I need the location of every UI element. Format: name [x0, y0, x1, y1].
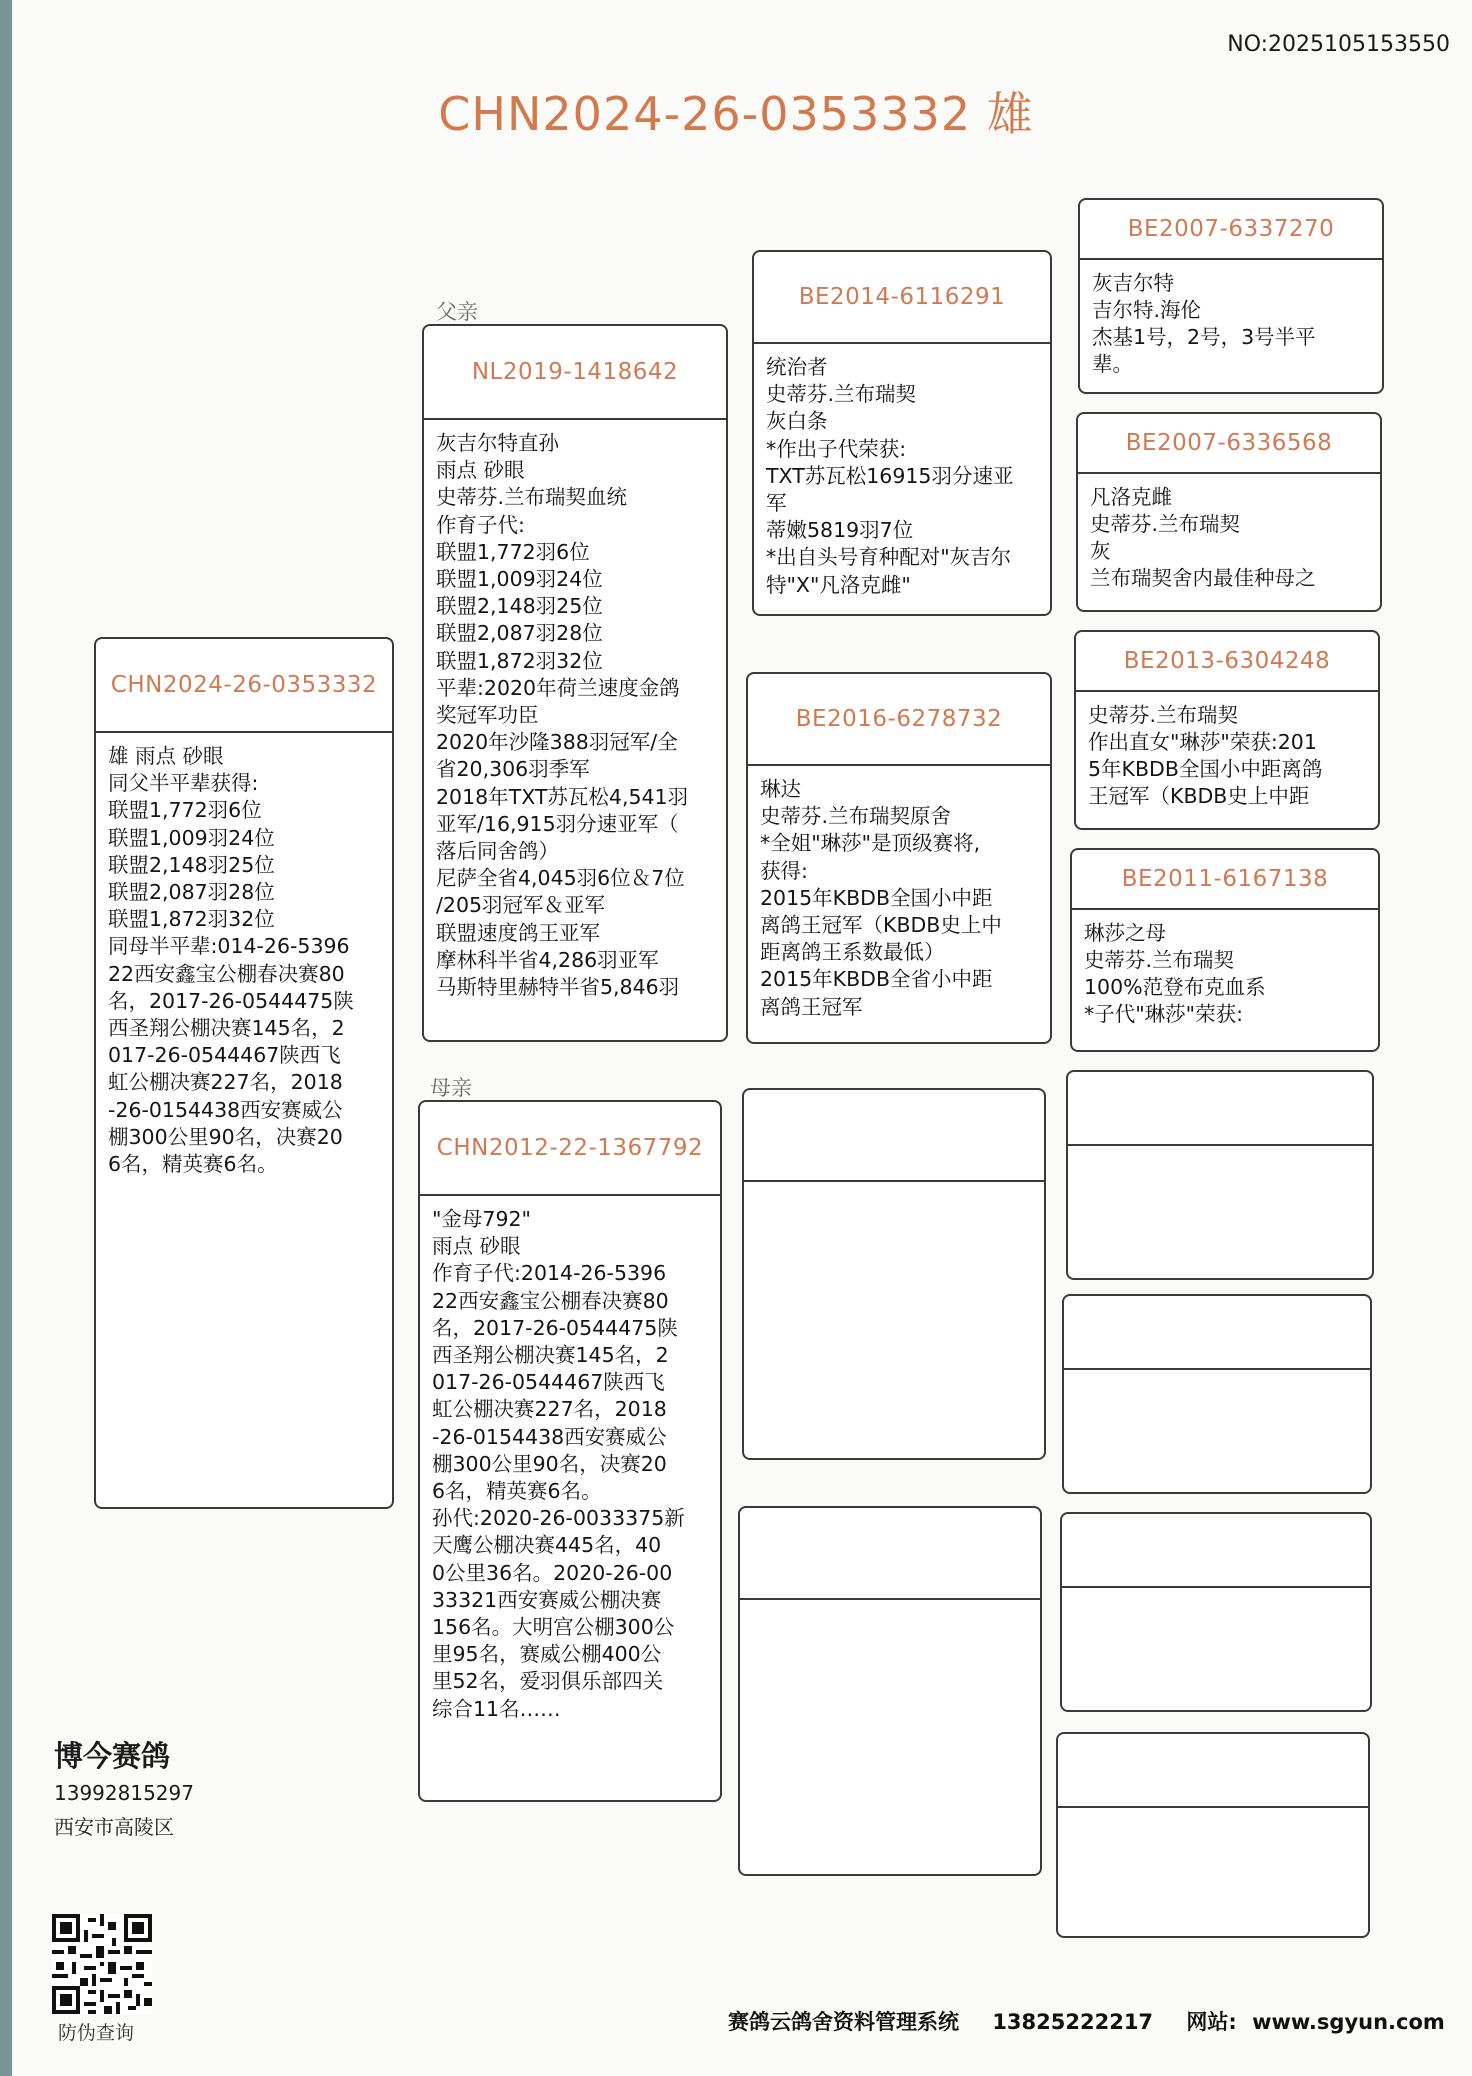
ggp-details-3: 史蒂芬.兰布瑞契 作出直女"琳莎"荣获:201 5年KBDB全国小中距离鸽 王冠军（KBDB史上中距	[1088, 703, 1323, 808]
father-ring: NL2019-1418642	[424, 326, 726, 420]
father-details: 灰吉尔特直孙 雨点 砂眼 史蒂芬.兰布瑞契血统 作育子代: 联盟1,772羽6位 联盟1,009羽24位 联盟2,148羽25位 联盟2,087羽28位 联盟1,872羽32位 平辈:2020年荷兰速度金鸽 奖冠军功臣 2020年沙隆388羽冠军/全 省20,306羽季军 2018年TXT苏瓦松4,541羽 亚军/16,915羽分速亚军（ 落后同舍鸽） 尼萨全省4,045羽6位＆7位 /205羽冠军＆亚军 联盟速度鸽王亚军 摩林科半省4,286羽亚军 马斯特里赫特半省5,846羽	[436, 431, 689, 1000]
footer-system: 赛鸽云鸽舍资料管理系统	[728, 2010, 959, 2034]
grandsire-maternal-ring	[744, 1090, 1044, 1182]
ggp-ring-3: BE2013-6304248	[1076, 632, 1378, 692]
document-number: NO:2025105153550	[1227, 32, 1450, 57]
page-title: CHN2024-26-0353332 雄	[438, 87, 1034, 141]
granddam-paternal-ring: BE2016-6278732	[748, 674, 1050, 766]
mother-ring: CHN2012-22-1367792	[420, 1102, 720, 1196]
ggp-ring-4: BE2011-6167138	[1072, 850, 1378, 910]
breeder-name: 博今赛鸽	[54, 1739, 171, 1773]
ggp-card-1	[1078, 198, 1384, 394]
mother-card	[418, 1100, 722, 1802]
breeder-info	[54, 1734, 194, 1840]
granddam-maternal-card	[738, 1506, 1042, 1876]
grandsire-paternal-ring: BE2014-6116291	[754, 252, 1050, 344]
ggp-card-8	[1056, 1732, 1370, 1938]
mother-label: 母亲	[430, 1076, 472, 1100]
ggp-card-6	[1062, 1294, 1372, 1494]
subject-ring: CHN2024-26-0353332	[96, 639, 392, 733]
ggp-card-3	[1074, 630, 1380, 830]
ggp-card-2	[1076, 412, 1382, 612]
footer-site-link[interactable]: www.sgyun.com	[1252, 2010, 1445, 2034]
ggp-ring-6	[1064, 1296, 1370, 1370]
mother-details: "金母792" 雨点 砂眼 作育子代:2014-26-5396 22西安鑫宝公棚春决赛80 名，2017-26-0544475陕 西圣翔公棚决赛145名，2 017-26-0544467陕西飞 虹公棚决赛227名，2018 -26-0154438西安赛威公 棚300公里90名，决赛20 6名，精英赛6名。 孙代:2020-26-0033375新 天鹰公棚决赛445名，40 0公里36名。2020-26-00 33321西安赛威公棚决赛 156名。大明宫公棚300公 里95名，赛威公棚400公 里52名，爱羽俱乐部四关 综合11名……	[432, 1207, 685, 1721]
ggp-details-2: 凡洛克雌 史蒂芬.兰布瑞契 灰 兰布瑞契舍内最佳种母之	[1090, 485, 1316, 590]
ggp-ring-5	[1068, 1072, 1372, 1146]
breeder-address: 西安市高陵区	[54, 1815, 174, 1839]
grandsire-paternal-details: 统治者 史蒂芬.兰布瑞契 灰白条 *作出子代荣获: TXT苏瓦松16915羽分速亚 军 蒂嫩5819羽7位 *出自头号育种配对"灰吉尔 特"X"凡洛克雌"	[766, 355, 1014, 597]
ggp-details-4: 琳莎之母 史蒂芬.兰布瑞契 100%范登布克血系 *子代"琳莎"荣获:	[1084, 921, 1266, 1026]
father-card	[422, 324, 728, 1042]
ggp-ring-8	[1058, 1734, 1368, 1808]
granddam-maternal-ring	[740, 1508, 1040, 1600]
qr-code-icon[interactable]	[52, 1914, 152, 2014]
father-label: 父亲	[436, 300, 478, 324]
subject-details: 雄 雨点 砂眼 同父半平辈获得: 联盟1,772羽6位 联盟1,009羽24位 联盟2,148羽25位 联盟2,087羽28位 联盟1,872羽32位 同母半平辈:014-26-5396 22西安鑫宝公棚春决赛80 名，2017-26-0544475陕 西圣翔公棚决赛145名，2 017-26-0544467陕西飞 虹公棚决赛227名，2018 -26-0154438西安赛威公 棚300公里90名，决赛20 6名，精英赛6名。	[108, 744, 354, 1177]
breeder-phone: 13992815297	[54, 1781, 194, 1805]
ggp-ring-7	[1062, 1514, 1370, 1588]
ggp-card-5	[1066, 1070, 1374, 1280]
footer-phone: 13825222217	[992, 2010, 1154, 2034]
ggp-ring-1: BE2007-6337270	[1080, 200, 1382, 260]
ggp-ring-2: BE2007-6336568	[1078, 414, 1380, 474]
subject-card	[94, 637, 394, 1509]
granddam-paternal-card	[746, 672, 1052, 1044]
ggp-card-4	[1070, 848, 1380, 1052]
ggp-details-1: 灰吉尔特 吉尔特.海伦 杰基1号，2号，3号半平 辈。	[1092, 271, 1316, 376]
qr-label: 防伪查询	[58, 2022, 135, 2044]
granddam-paternal-details: 琳达 史蒂芬.兰布瑞契原舍 *全姐"琳莎"是顶级赛将, 获得: 2015年KBDB全国小中距 离鸽王冠军（KBDB史上中 距离鸽王系数最低） 2015年KBDB全省小中距 离鸽王冠军	[760, 777, 1002, 1019]
ggp-card-7	[1060, 1512, 1372, 1712]
grandsire-maternal-card	[742, 1088, 1046, 1460]
grandsire-paternal-card	[752, 250, 1052, 616]
footer	[728, 2006, 1445, 2036]
footer-site-label: 网站:	[1186, 2010, 1237, 2034]
